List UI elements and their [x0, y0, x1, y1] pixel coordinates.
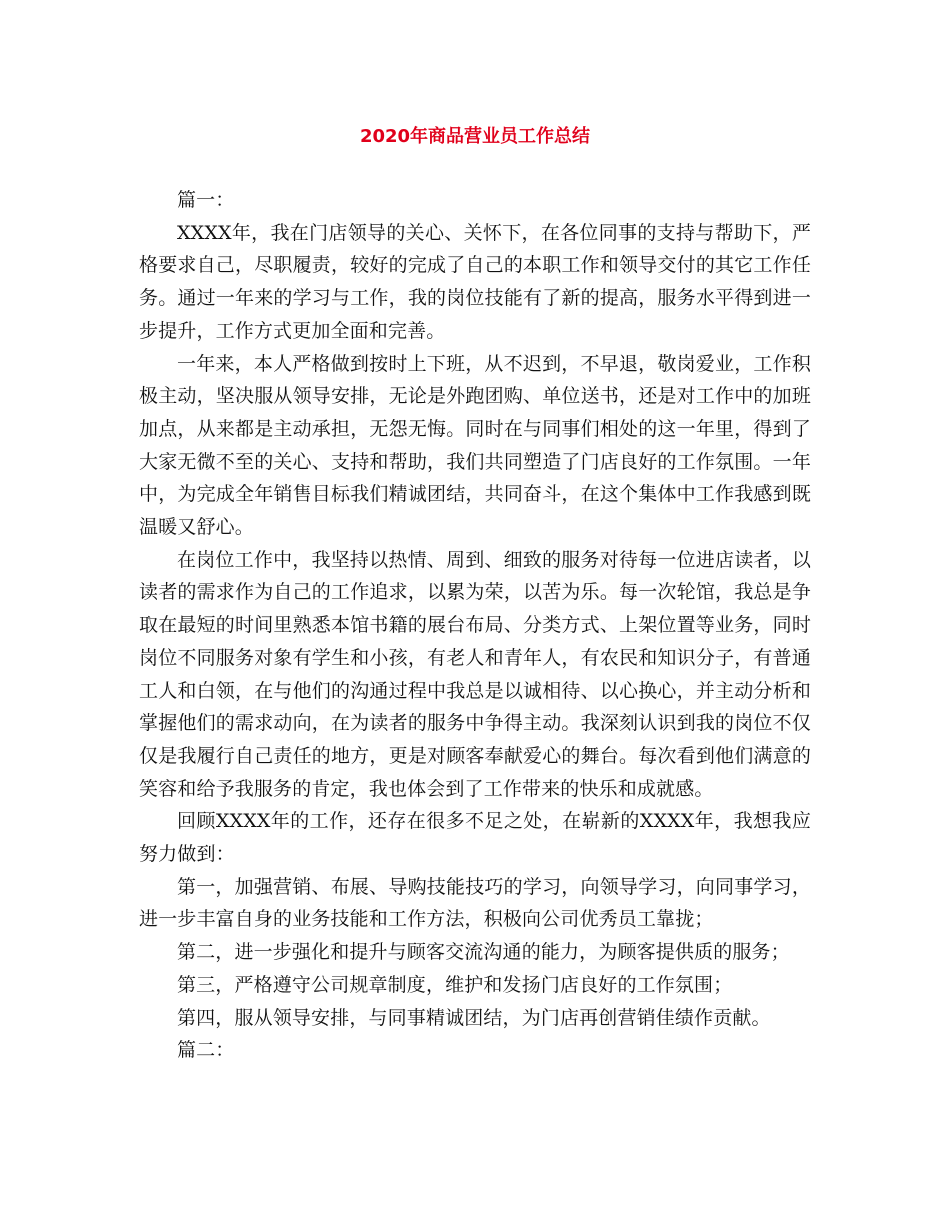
paragraph-service: 在岗位工作中，我坚持以热情、周到、细致的服务对待每一位进店读者，以读者的需求作为自己的工作追求，以累为荣，以苦为乐。每一次轮馆，我总是争取在最短的时间里熟悉本馆书籍的展台布局、分类方式、上架位置等业务，同时岗位不同服务对象有学生和小孩，有老人和青年人，有农民和知识分子，有普通工人和白领，在与他们的沟通过程中我总是以诚相待、以心换心，并主动分析和掌握他们的需求动向，在为读者的服务中争得主动。我深刻认识到我的岗位不仅仅是我履行自己责任的地方，更是对顾客奉献爱心的舞台。每次看到他们满意的笑容和给予我服务的肯定，我也体会到了工作带来的快乐和成就感。	[139, 548, 811, 800]
paragraph-intro: XXXX年，我在门店领导的关心、关怀下，在各位同事的支持与帮助下，严格要求自己，尽职履责，较好的完成了自己的本职工作和领导交付的其它工作任务。通过一年来的学习与工作，我的岗位技能有了新的提高，服务水平得到进一步提升，工作方式更加全面和完善。	[139, 221, 811, 342]
paragraph-review: 回顾XXXX年的工作，还存在很多不足之处，在崭新的XXXX年，我想我应努力做到：	[139, 810, 811, 866]
section-heading-part-one: 篇一：	[177, 189, 235, 211]
list-item-fourth: 第四，服从领导安排，与同事精诚团结，为门店再创营销佳绩作贡献。	[177, 1006, 771, 1029]
document-title: 2020年商品营业员工作总结	[359, 126, 591, 147]
list-item-first: 第一，加强营销、布展、导购技能技巧的学习，向领导学习，向同事学习，进一步丰富自身的业务技能和工作方法，积极向公司优秀员工靠拢；	[139, 875, 811, 931]
list-item-second: 第二，进一步强化和提升与顾客交流沟通的能力，为顾客提供质的服务；	[177, 941, 790, 964]
paragraph-attendance: 一年来，本人严格做到按时上下班，从不迟到，不早退，敬岗爱业，工作积极主动，坚决服从领导安排，无论是外跑团购、单位送书，还是对工作中的加班加点，从来都是主动承担，无怨无悔。同时在与同事们相处的这一年里，得到了大家无微不至的关心、支持和帮助，我们共同塑造了门店良好的工作氛围。一年中，为完成全年销售目标我们精诚团结，共同奋斗，在这个集体中工作我感到既温暖又舒心。	[139, 352, 811, 539]
list-item-third: 第三，严格遵守公司规章制度，维护和发扬门店良好的工作氛围；	[177, 973, 733, 996]
document-body	[139, 184, 811, 1067]
section-heading-part-two: 篇二：	[177, 1039, 235, 1062]
